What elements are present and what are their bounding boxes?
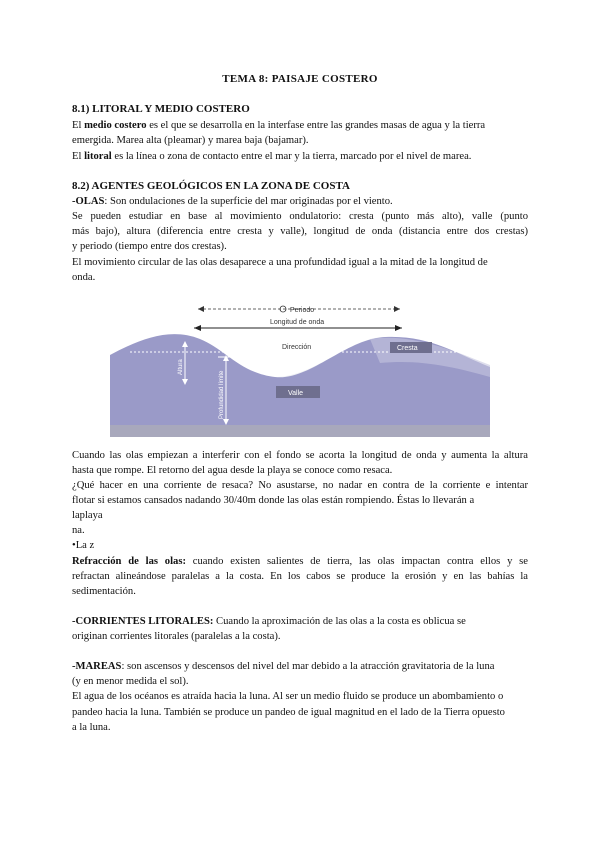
paragraph-line: originan corrientes litorales (paralelas a la costa).	[72, 631, 281, 642]
paragraph-line: laplaya	[72, 510, 103, 521]
bold-term-refraccion: Refracción de las olas:	[72, 556, 186, 567]
paragraph-line: sedimentación.	[72, 586, 136, 597]
bold-term-mareas: -MAREAS	[72, 661, 122, 672]
profundidad-label: Profundidad límite	[219, 370, 225, 419]
paragraph-line: Se pueden estudiar en base al movimiento ondulatorio: cresta (punto más alto), valle (punto	[72, 211, 528, 222]
section-heading-8-1: 8.1) LITORAL Y MEDIO COSTERO	[72, 103, 250, 115]
wave-diagram	[110, 297, 490, 437]
paragraph-line: refractan alineándose paralelas a la costa. En los cabos se produce la erosión y en las bahías la	[72, 571, 528, 582]
paragraph-mareas: -MAREAS: son ascensos y descensos del nivel del mar debido a la atracción gravitatoria de la luna	[72, 661, 495, 672]
paragraph-olas: -OLAS: Son ondulaciones de la superficie del mar originadas por el viento.	[72, 196, 393, 207]
paragraph-corrientes: -CORRIENTES LITORALES: Cuando la aproximación de las olas a la costa es oblicua se	[72, 616, 466, 627]
bold-term-litoral: litoral	[84, 151, 112, 162]
sea-floor	[110, 425, 490, 437]
paragraph-line: El movimiento circular de las olas desaparece a una profundidad igual a la mitad de la longitud de	[72, 257, 488, 268]
paragraph-line: pandeo hacia la luna. También se produce un pandeo de igual magnitud en el lado de la Tierra opuesto	[72, 707, 505, 718]
paragraph-line: •La z	[72, 540, 95, 551]
paragraph-line: ¿Qué hacer en una corriente de resaca? No asustarse, no nadar en contra de la corriente e intentar	[72, 480, 528, 491]
paragraph-line: y periodo (tiempo entre dos crestas).	[72, 241, 227, 252]
paragraph-refraccion: Refracción de las olas: cuando existen salientes de tierra, las olas impactan contra ellos y se	[72, 556, 528, 567]
paragraph-medio-costero: El medio costero es el que se desarrolla en la interfase entre las grandes masas de agua y la tierra	[72, 120, 486, 131]
paragraph-line: más bajo), altura (diferencia entre cresta y valle), longitud de onda (distancia entre dos crestas)	[72, 226, 528, 237]
paragraph-line: onda.	[72, 272, 96, 283]
paragraph-line: hasta que rompe. El retorno del agua desde la playa se conoce como resaca.	[72, 465, 393, 476]
paragraph-litoral: El litoral es la línea o zona de contacto entre el mar y la tierra, marcado por el nivel de marea.	[72, 151, 472, 162]
valle-label: Valle	[288, 390, 304, 397]
periodo-label: Periodo	[290, 307, 315, 314]
paragraph-line: El agua de los océanos es atraída hacia la luna. Al ser un medio fluido se produce un abombamiento o	[72, 691, 504, 702]
paragraph-line: flotar si estamos cansados nadando 30/40m donde las olas están rompiendo. Éstas lo llevarán a	[72, 495, 475, 506]
paragraph-line: (y en menor medida el sol).	[72, 676, 189, 687]
page-title: TEMA 8: PAISAJE COSTERO	[222, 73, 378, 85]
cresta-label: Cresta	[397, 345, 418, 352]
paragraph-line: a la luna.	[72, 722, 111, 733]
wave-diagram-svg	[110, 297, 490, 437]
altura-label: Altura	[178, 359, 184, 375]
bold-term-corrientes: -CORRIENTES LITORALES:	[72, 616, 214, 627]
section-heading-8-2: 8.2) AGENTES GEOLÓGICOS EN LA ZONA DE COSTA	[72, 180, 350, 192]
paragraph-line: Cuando las olas empiezan a interferir con el fondo se acorta la longitud de onda y aumenta la altura	[72, 450, 528, 461]
bold-term-olas: -OLAS	[72, 196, 105, 207]
paragraph-line: emergida. Marea alta (pleamar) y marea baja (bajamar).	[72, 135, 309, 146]
paragraph-line: na.	[72, 525, 85, 536]
direccion-label: Dirección	[282, 344, 312, 351]
longitud-label: Longitud de onda	[270, 319, 325, 326]
bold-term-medio-costero: medio costero	[84, 120, 147, 131]
